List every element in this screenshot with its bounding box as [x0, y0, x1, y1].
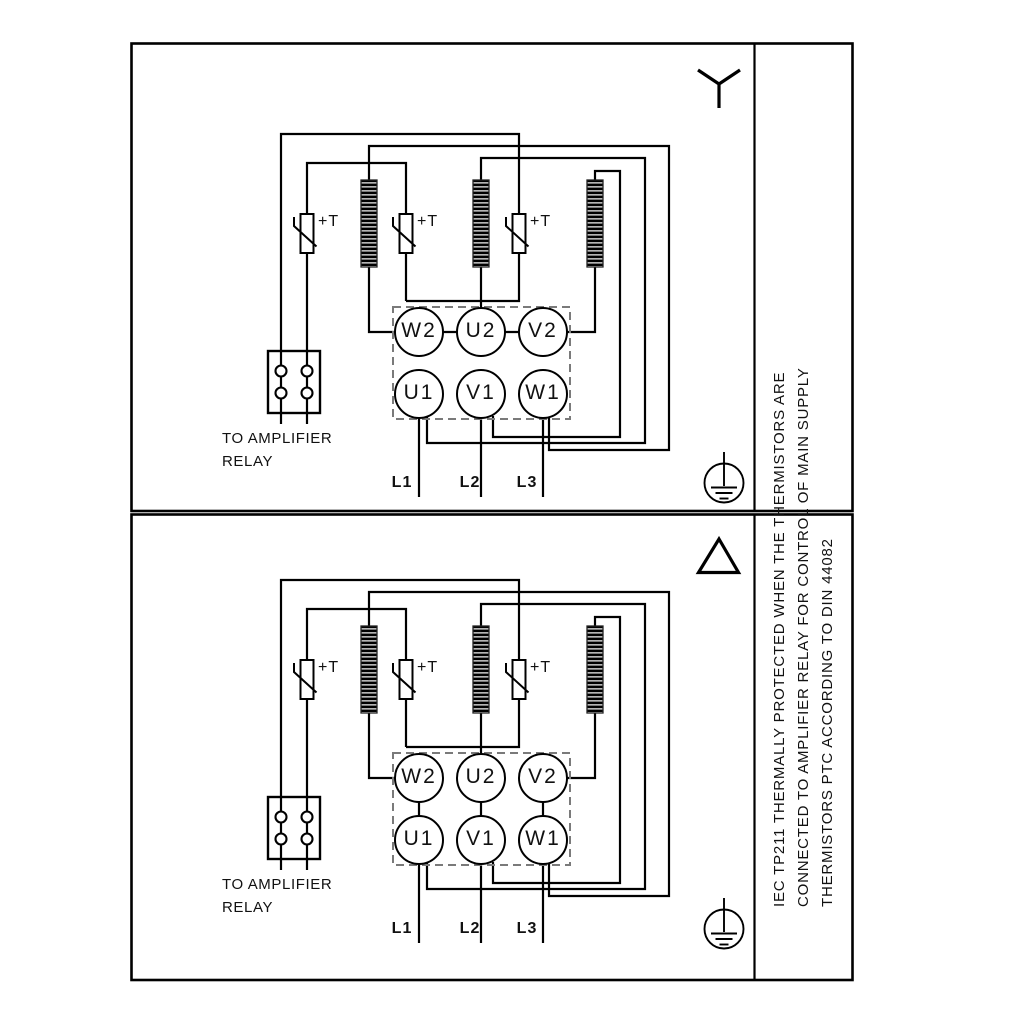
terminal-label-w1: W1 [525, 381, 561, 405]
relay-terminal [276, 834, 287, 845]
wire [566, 267, 595, 332]
thermistor-label: +T [318, 659, 340, 676]
relay-terminal [302, 812, 313, 823]
relay-caption-line1: TO AMPLIFIER [222, 430, 333, 447]
thermistor-label: +T [318, 213, 340, 230]
side-note-line-3: THERMISTORS PTC ACCORDING TO DIN 44082 [819, 538, 836, 907]
supply-label-l1: L1 [391, 920, 413, 937]
side-note [768, 367, 844, 907]
winding-coil [473, 626, 489, 713]
wire [406, 699, 519, 747]
delta-icon [699, 539, 739, 573]
relay-terminal [276, 812, 287, 823]
star-panel-wiring [268, 134, 744, 503]
star-icon [698, 70, 740, 108]
winding-coil [361, 626, 377, 713]
wire [406, 253, 519, 301]
wire [369, 713, 396, 778]
relay-caption-line1: TO AMPLIFIER [222, 876, 333, 893]
wire [307, 163, 406, 301]
supply-label-l3: L3 [516, 920, 538, 937]
terminal-label-u1: U1 [403, 827, 435, 851]
amplifier-relay-block [268, 351, 320, 413]
relay-terminal [276, 388, 287, 399]
ground-icon [705, 452, 744, 503]
wire [307, 609, 406, 747]
amplifier-relay-block [268, 797, 320, 859]
terminal-label-w1: W1 [525, 827, 561, 851]
terminal-label-v2: V2 [528, 765, 558, 789]
side-note-line-2: CONNECTED TO AMPLIFIER RELAY FOR CONTROL OF MAIN SUPPLY [795, 367, 812, 907]
thermistor-label: +T [417, 213, 439, 230]
terminal-label-w2: W2 [401, 765, 437, 789]
supply-label-l2: L2 [459, 920, 481, 937]
winding-coil [587, 180, 603, 267]
relay-caption-line2: RELAY [222, 453, 274, 470]
wire [369, 267, 396, 332]
terminal-label-v1: V1 [466, 827, 496, 851]
wire [566, 713, 595, 778]
delta-bridge-links [419, 802, 543, 816]
terminal-label-v1: V1 [466, 381, 496, 405]
winding-coil [473, 180, 489, 267]
supply-label-l3: L3 [516, 474, 538, 491]
terminal-label-u1: U1 [403, 381, 435, 405]
relay-terminal [302, 388, 313, 399]
relay-terminal [302, 834, 313, 845]
supply-label-l1: L1 [391, 474, 413, 491]
terminal-label-w2: W2 [401, 319, 437, 343]
delta-panel-wiring [268, 580, 744, 949]
winding-coil [361, 180, 377, 267]
winding-coil [587, 626, 603, 713]
thermistor-label: +T [530, 659, 552, 676]
terminal-label-u2: U2 [465, 319, 497, 343]
side-note-line-1: IEC TP211 THERMALLY PROTECTED WHEN THE THERMISTORS ARE [771, 371, 788, 907]
thermistor-label: +T [530, 213, 552, 230]
supply-label-l2: L2 [459, 474, 481, 491]
terminal-label-v2: V2 [528, 319, 558, 343]
relay-caption-line2: RELAY [222, 899, 274, 916]
terminal-label-u2: U2 [465, 765, 497, 789]
relay-terminal [276, 366, 287, 377]
ground-icon [705, 898, 744, 949]
thermistor-label: +T [417, 659, 439, 676]
relay-terminal [302, 366, 313, 377]
